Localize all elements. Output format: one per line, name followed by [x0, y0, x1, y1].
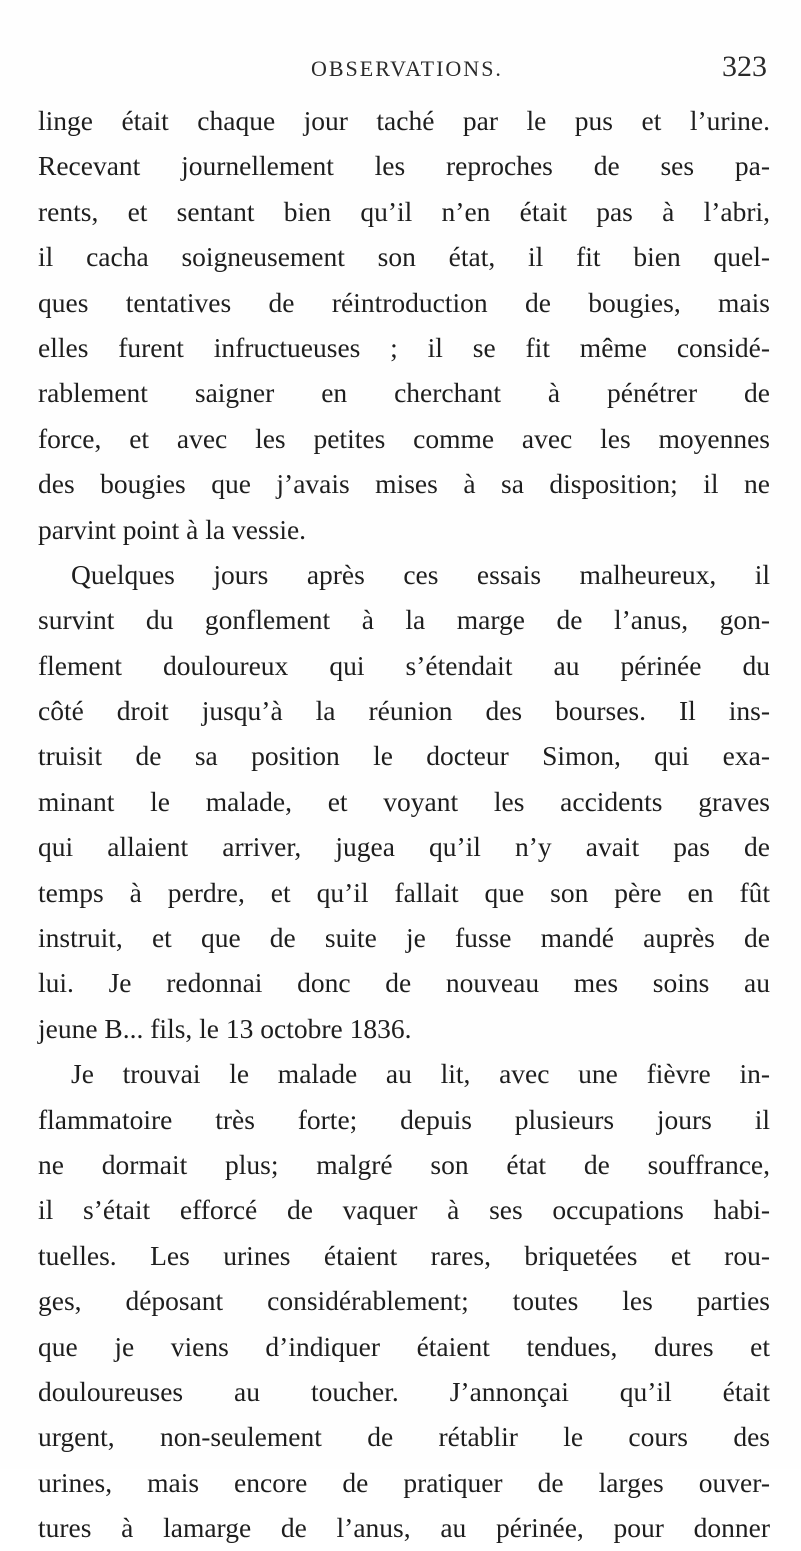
- body-text: [38, 98, 770, 1551]
- text-line: elles furent infructueuses ; il se fit même considé-: [38, 331, 770, 363]
- page-number: 323: [722, 50, 767, 83]
- text-line: des bougies que j’avais mises à sa disposition; il ne: [38, 468, 770, 500]
- text-line: Recevant journellement les reproches de ses pa-: [38, 150, 770, 182]
- text-line: ges, déposant considérablement; toutes les parties: [38, 1285, 770, 1317]
- text-line: survint du gonflement à la marge de l’anus, gon-: [38, 604, 770, 636]
- text-line: minant le malade, et voyant les accidents graves: [38, 785, 770, 817]
- text-line: tures à lamarge de l’anus, au périnée, pour donner: [38, 1512, 770, 1544]
- text-line: rents, et sentant bien qu’il n’en était pas à l’abri,: [38, 195, 770, 227]
- text-line: il s’était efforcé de vaquer à ses occupations habi-: [38, 1194, 770, 1226]
- text-line: instruit, et que de suite je fusse mandé auprès de: [38, 922, 770, 954]
- page-header: [0, 50, 801, 90]
- text-line: jeune B... fils, le 13 octobre 1836.: [38, 1012, 412, 1044]
- text-line: lui. Je redonnai donc de nouveau mes soins au: [38, 967, 770, 999]
- text-line: côté droit jusqu’à la réunion des bourses. Il ins-: [38, 695, 770, 727]
- text-line: qui allaient arriver, jugea qu’il n’y avait pas de: [38, 831, 770, 863]
- text-line: flammatoire très forte; depuis plusieurs jours il: [38, 1103, 770, 1135]
- text-line: force, et avec les petites comme avec les moyennes: [38, 422, 770, 454]
- text-line: rablement saigner en cherchant à pénétrer de: [38, 377, 770, 409]
- running-head: OBSERVATIONS.: [311, 56, 503, 81]
- text-line: truisit de sa position le docteur Simon, qui exa-: [38, 740, 770, 772]
- text-line: urines, mais encore de pratiquer de larges ouver-: [38, 1466, 770, 1498]
- text-line: douloureuses au toucher. J’annonçai qu’il était: [38, 1375, 770, 1407]
- text-line: Quelques jours après ces essais malheureux, il: [71, 558, 770, 590]
- text-line: flement douloureux qui s’étendait au périnée du: [38, 649, 770, 681]
- text-line: Je trouvai le malade au lit, avec une fièvre in-: [71, 1058, 770, 1090]
- text-line: temps à perdre, et qu’il fallait que son père en fût: [38, 876, 770, 908]
- text-line: parvint point à la vessie.: [38, 513, 307, 545]
- text-line: urgent, non-seulement de rétablir le cours des: [38, 1421, 770, 1453]
- text-line: linge était chaque jour taché par le pus et l’urine.: [38, 105, 770, 136]
- text-line: il cacha soigneusement son état, il fit bien quel-: [38, 241, 770, 273]
- text-line: tuelles. Les urines étaient rares, briquetées et rou-: [38, 1239, 770, 1271]
- text-line: ques tentatives de réintroduction de bougies, mais: [38, 286, 770, 318]
- text-line: que je viens d’indiquer étaient tendues, dures et: [38, 1330, 770, 1362]
- text-line: ne dormait plus; malgré son état de souffrance,: [38, 1148, 770, 1180]
